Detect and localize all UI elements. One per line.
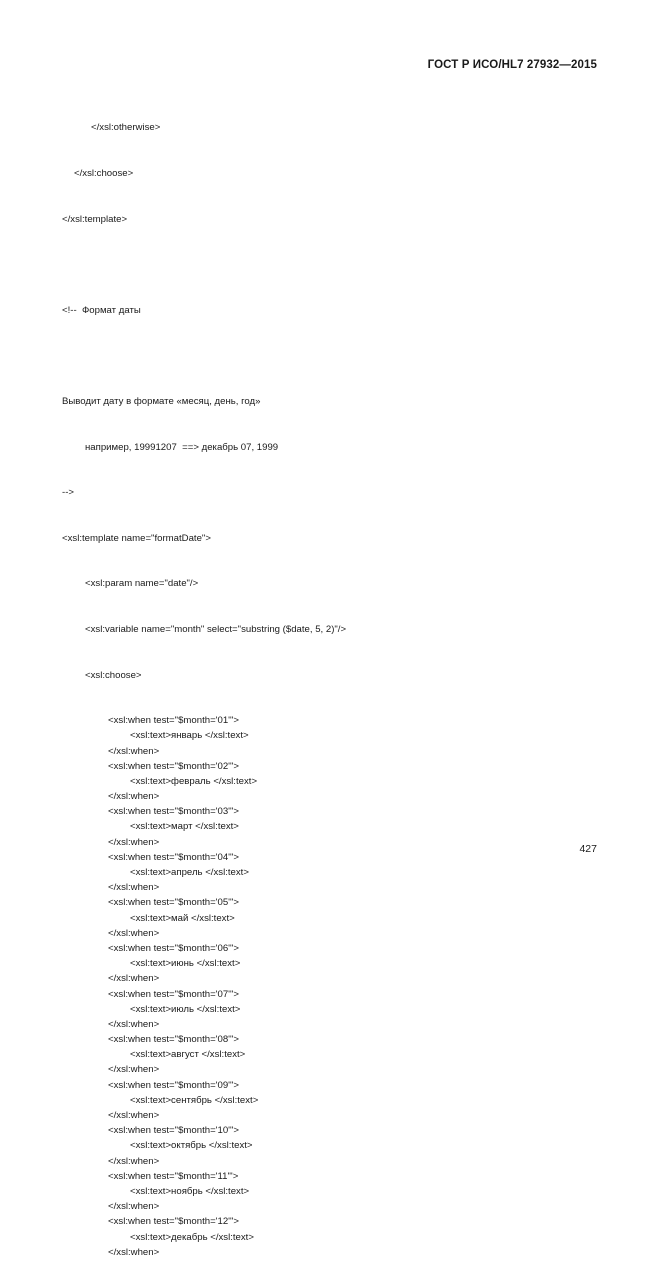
text-line: <xsl:text>июнь </xsl:text> <box>130 958 241 970</box>
code-line: </xsl:otherwise> <box>91 122 161 134</box>
when-open-line: <xsl:when test="$month='09'"> <box>108 1079 240 1091</box>
when-close-line: </xsl:when> <box>108 745 160 757</box>
when-open-line: <xsl:when test="$month='03'"> <box>108 806 240 818</box>
when-open-line: <xsl:when test="$month='11'"> <box>108 1170 239 1182</box>
when-open-line: <xsl:when test="$month='05'"> <box>108 897 240 909</box>
code-line: <xsl:variable name="month" select="substring ($date, 5, 2)"/> <box>85 623 347 635</box>
text-line: <xsl:text>октябрь </xsl:text> <box>130 1140 253 1152</box>
page-number: 427 <box>579 843 597 855</box>
month-when-blocks <box>62 713 622 1260</box>
when-close-line: </xsl:when> <box>108 1018 160 1030</box>
when-open-line: <xsl:when test="$month='12'"> <box>108 1216 240 1228</box>
when-close-line: </xsl:when> <box>108 791 160 803</box>
when-close-line: </xsl:when> <box>108 1155 160 1167</box>
when-open-line: <xsl:when test="$month='07'"> <box>108 988 240 1000</box>
code-listing <box>62 90 622 1275</box>
when-close-line: </xsl:when> <box>108 973 160 985</box>
when-open-line: <xsl:when test="$month='01'"> <box>108 715 240 727</box>
when-close-line: </xsl:when> <box>108 1064 160 1076</box>
text-line: <xsl:text>август </xsl:text> <box>130 1049 246 1061</box>
comment-description: Выводит дату в формате «месяц, день, год» <box>62 395 261 407</box>
when-close-line: </xsl:when> <box>108 1110 160 1121</box>
comment-end: --> <box>62 487 74 499</box>
standard-header: ГОСТ Р ИСО/HL7 27932—2015 <box>427 59 597 71</box>
blank-line <box>62 348 622 363</box>
text-line: <xsl:text>июль </xsl:text> <box>130 1003 241 1015</box>
when-open-line: <xsl:when test="$month='08'"> <box>108 1034 240 1046</box>
when-open-line: <xsl:when test="$month='04'"> <box>108 851 240 863</box>
code-line: <xsl:choose> <box>85 669 142 681</box>
text-line: <xsl:text>март </xsl:text> <box>130 821 239 833</box>
text-line: <xsl:text>апрель </xsl:text> <box>130 867 249 878</box>
text-line: <xsl:text>ноябрь </xsl:text> <box>130 1185 250 1197</box>
when-open-line: <xsl:when test="$month='10'"> <box>108 1125 240 1137</box>
when-close-line: </xsl:when> <box>108 836 160 848</box>
text-line: <xsl:text>январь </xsl:text> <box>130 730 249 742</box>
text-line: <xsl:text>сентябрь </xsl:text> <box>130 1094 259 1106</box>
text-line: <xsl:text>февраль </xsl:text> <box>130 775 258 787</box>
blank-line <box>62 257 622 272</box>
when-close-line: </xsl:when> <box>108 1246 160 1258</box>
comment-example: например, 19991207 ==> декабрь 07, 1999 <box>85 441 279 453</box>
when-close-line: </xsl:when> <box>108 927 160 939</box>
text-line: <xsl:text>май </xsl:text> <box>130 912 235 924</box>
when-close-line: </xsl:when> <box>108 882 160 894</box>
when-close-line: </xsl:when> <box>108 1201 160 1213</box>
code-line: </xsl:template> <box>62 213 128 225</box>
when-open-line: <xsl:when test="$month='06'"> <box>108 942 240 954</box>
when-open-line: <xsl:when test="$month='02'"> <box>108 760 240 772</box>
code-line: <xsl:template name="formatDate"> <box>62 532 211 544</box>
text-line: <xsl:text>декабрь </xsl:text> <box>130 1231 254 1243</box>
code-line: </xsl:choose> <box>74 168 134 179</box>
comment-title: <!-- Формат даты <box>62 304 141 316</box>
code-line: <xsl:param name="date"/> <box>85 578 199 590</box>
